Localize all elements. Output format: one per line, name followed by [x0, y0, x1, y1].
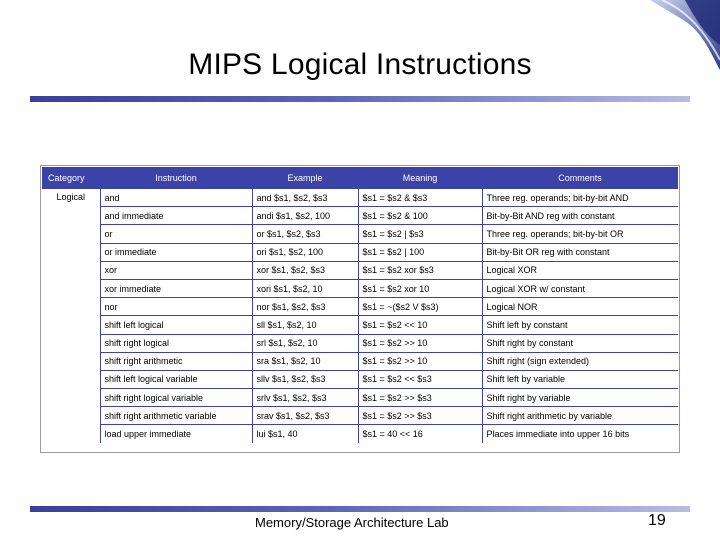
comments-cell: Shift left by constant — [482, 316, 678, 334]
instruction-cell: shift right arithmetic variable — [100, 407, 252, 425]
example-cell: srav $s1, $s2, $s3 — [252, 407, 358, 425]
comments-cell: Logical NOR — [482, 298, 678, 316]
instruction-cell: xor immediate — [100, 279, 252, 297]
instruction-cell: load upper immediate — [100, 425, 252, 443]
example-cell: lui $s1, 40 — [252, 425, 358, 443]
footer-divider — [30, 506, 690, 512]
comments-cell: Three reg. operands; bit-by-bit OR — [482, 225, 678, 243]
header-meaning: Meaning — [358, 167, 482, 189]
header-instruction: Instruction — [100, 167, 252, 189]
table-row — [42, 407, 678, 425]
meaning-cell: $s1 = $s2 >> $s3 — [358, 389, 482, 407]
comments-cell: Shift right by constant — [482, 334, 678, 352]
example-cell: sra $s1, $s2, 10 — [252, 352, 358, 370]
meaning-cell: $s1 = $s2 << 10 — [358, 316, 482, 334]
table-body — [42, 189, 678, 443]
instruction-cell: shift right logical variable — [100, 389, 252, 407]
meaning-cell: $s1 = $s2 >> 10 — [358, 352, 482, 370]
comments-cell: Logical XOR w/ constant — [482, 279, 678, 297]
table-row — [42, 352, 678, 370]
meaning-cell: $s1 = ~($s2 V $s3) — [358, 298, 482, 316]
example-cell: or $s1, $s2, $s3 — [252, 225, 358, 243]
meaning-cell: $s1 = $s2 & 100 — [358, 207, 482, 225]
instruction-cell: xor — [100, 261, 252, 279]
table-row — [42, 370, 678, 388]
meaning-cell: $s1 = $s2 xor $s3 — [358, 261, 482, 279]
table-row — [42, 225, 678, 243]
instruction-cell: shift left logical — [100, 316, 252, 334]
table-row — [42, 298, 678, 316]
instruction-table — [40, 165, 680, 453]
table-row — [42, 334, 678, 352]
comments-cell: Bit-by-Bit AND reg with constant — [482, 207, 678, 225]
comments-cell: Shift right by variable — [482, 389, 678, 407]
table-row — [42, 261, 678, 279]
table-row — [42, 389, 678, 407]
table-row — [42, 425, 678, 443]
comments-cell: Shift right arithmetic by variable — [482, 407, 678, 425]
comments-cell: Bit-by-Bit OR reg with constant — [482, 243, 678, 261]
meaning-cell: $s1 = $s2 xor 10 — [358, 279, 482, 297]
comments-cell: Logical XOR — [482, 261, 678, 279]
meaning-cell: $s1 = $s2 & $s3 — [358, 189, 482, 207]
instruction-cell: or immediate — [100, 243, 252, 261]
page-number: 19 — [648, 512, 666, 529]
example-cell: sllv $s1, $s2, $s3 — [252, 370, 358, 388]
table-row — [42, 316, 678, 334]
meaning-cell: $s1 = $s2 << $s3 — [358, 370, 482, 388]
comments-cell: Three reg. operands; bit-by-bit AND — [482, 189, 678, 207]
comments-cell: Places immediate into upper 16 bits — [486, 429, 630, 440]
footer-lab-name: Memory/Storage Architecture Lab — [255, 515, 449, 530]
example-cell: sll $s1, $s2, 10 — [252, 316, 358, 334]
example-cell: srlv $s1, $s2, $s3 — [252, 389, 358, 407]
table-row — [42, 243, 678, 261]
header-category: Category — [42, 167, 100, 189]
instruction-cell: or — [100, 225, 252, 243]
logical-instructions-table — [42, 167, 678, 443]
category-cell: Logical — [42, 189, 100, 443]
instruction-cell: and immediate — [100, 207, 252, 225]
example-cell: xori $s1, $s2, 10 — [252, 279, 358, 297]
meaning-cell: $s1 = $s2 >> $s3 — [358, 407, 482, 425]
table-row — [42, 189, 678, 207]
instruction-cell: and — [100, 189, 252, 207]
comments-cell: Shift left by variable — [482, 370, 678, 388]
instruction-cell: shift left logical variable — [100, 370, 252, 388]
table-header-row — [42, 167, 678, 189]
example-cell: nor $s1, $s2, $s3 — [252, 298, 358, 316]
comments-cell: Shift right (sign extended) — [482, 352, 678, 370]
table-row — [42, 207, 678, 225]
instruction-cell: nor — [100, 298, 252, 316]
example-cell: ori $s1, $s2, 100 — [252, 243, 358, 261]
example-cell: srl $s1, $s2, 10 — [252, 334, 358, 352]
example-cell: and $s1, $s2, $s3 — [252, 189, 358, 207]
example-cell: andi $s1, $s2, 100 — [252, 207, 358, 225]
instruction-cell: shift right arithmetic — [100, 352, 252, 370]
meaning-cell: $s1 = $s2 >> 10 — [358, 334, 482, 352]
table-row — [42, 279, 678, 297]
example-cell: xor $s1, $s2, $s3 — [252, 261, 358, 279]
instruction-cell: shift right logical — [100, 334, 252, 352]
meaning-cell: $s1 = $s2 | 100 — [358, 243, 482, 261]
meaning-cell: $s1 = 40 << 16 — [358, 425, 482, 443]
header-comments: Comments — [482, 167, 678, 189]
slide-title: MIPS Logical Instructions — [188, 48, 532, 81]
header-example: Example — [252, 167, 358, 189]
title-divider — [30, 96, 690, 102]
meaning-cell: $s1 = $s2 | $s3 — [358, 225, 482, 243]
